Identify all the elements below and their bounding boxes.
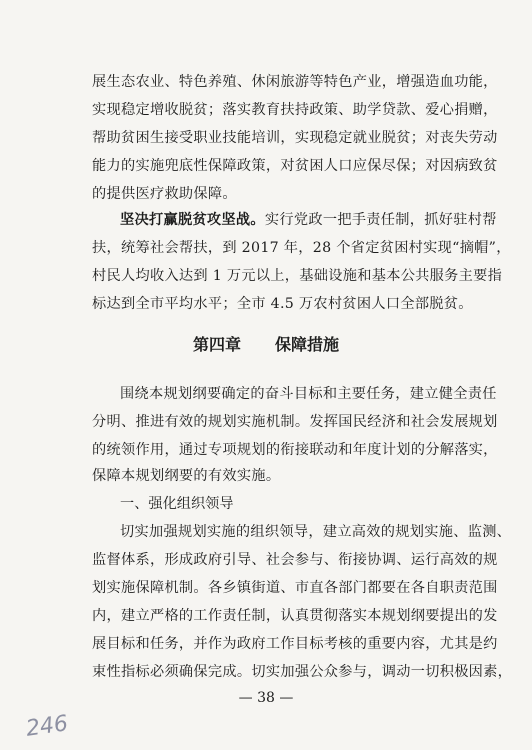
chapter-title: 保障措施 <box>275 335 340 354</box>
bold-lead: 坚决打赢脱贫攻坚战。 <box>120 212 265 228</box>
text-line: 围绕本规划纲要确定的奋斗目标和主要任务，建立健全责任 <box>120 386 497 402</box>
text-line: 扶，统筹社会帮扶，到 2017 年，28 个省定贫困村实现“摘帽”， <box>92 240 511 256</box>
chapter-number: 第四章 <box>192 335 241 354</box>
text-line: 展生态农业、特色养殖、休闲旅游等特色产业，增强造血功能， <box>92 74 498 90</box>
text-line: 划实施保障机制。各乡镇街道、市直各部门都要在各自职责范围 <box>92 580 498 596</box>
chapter-heading <box>0 334 532 356</box>
text-line: 的提供医疗救助保障。 <box>92 186 237 202</box>
text-line: 实现稳定增收脱贫；落实教育扶持政策、助学贷款、爱心捐赠， <box>92 102 498 118</box>
text-line: 内，建立严格的工作责任制，认真贯彻落实本规划纲要提出的发 <box>92 608 498 624</box>
text-line: 能力的实施兜底性保障政策，对贫困人口应保尽保；对因病致贫 <box>92 158 498 174</box>
text-line: 监督体系，形成政府引导、社会参与、衔接协调、运行高效的规 <box>92 552 498 568</box>
text-line: 标达到全市平均水平；全市 4.5 万农村贫困人口全部脱贫。 <box>92 296 473 312</box>
text-line: 帮助贫困生接受职业技能培训，实现稳定就业脱贫；对丧失劳动 <box>92 130 498 146</box>
text-line: 展目标和任务，并作为政府工作目标考核的重要内容，尤其是约 <box>92 636 498 652</box>
text-line: 切实加强规划实施的组织领导，建立高效的规划实施、监测、 <box>120 524 512 540</box>
handwritten-note: 246 <box>24 711 70 742</box>
page-number: — 38 — <box>238 690 294 706</box>
text-line: 保障本规划纲要的有效实施。 <box>92 468 281 484</box>
text-line: 的统领作用，通过专项规划的衔接联动和年度计划的分解落实， <box>92 442 498 458</box>
text-line: 分明、推进有效的规划实施机制。发挥国民经济和社会发展规划 <box>92 414 498 430</box>
text-run: 实行党政一把手责任制，抓好驻村帮 <box>264 212 497 228</box>
text-line: 村民人均收入达到 1 万元以上，基础设施和基本公共服务主要指 <box>92 268 503 284</box>
section-heading: 一、强化组织领导 <box>120 496 234 512</box>
paragraph-first-line <box>120 210 497 230</box>
text-line: 束性指标必须确保完成。切实加强公众参与，调动一切积极因素， <box>92 664 513 680</box>
